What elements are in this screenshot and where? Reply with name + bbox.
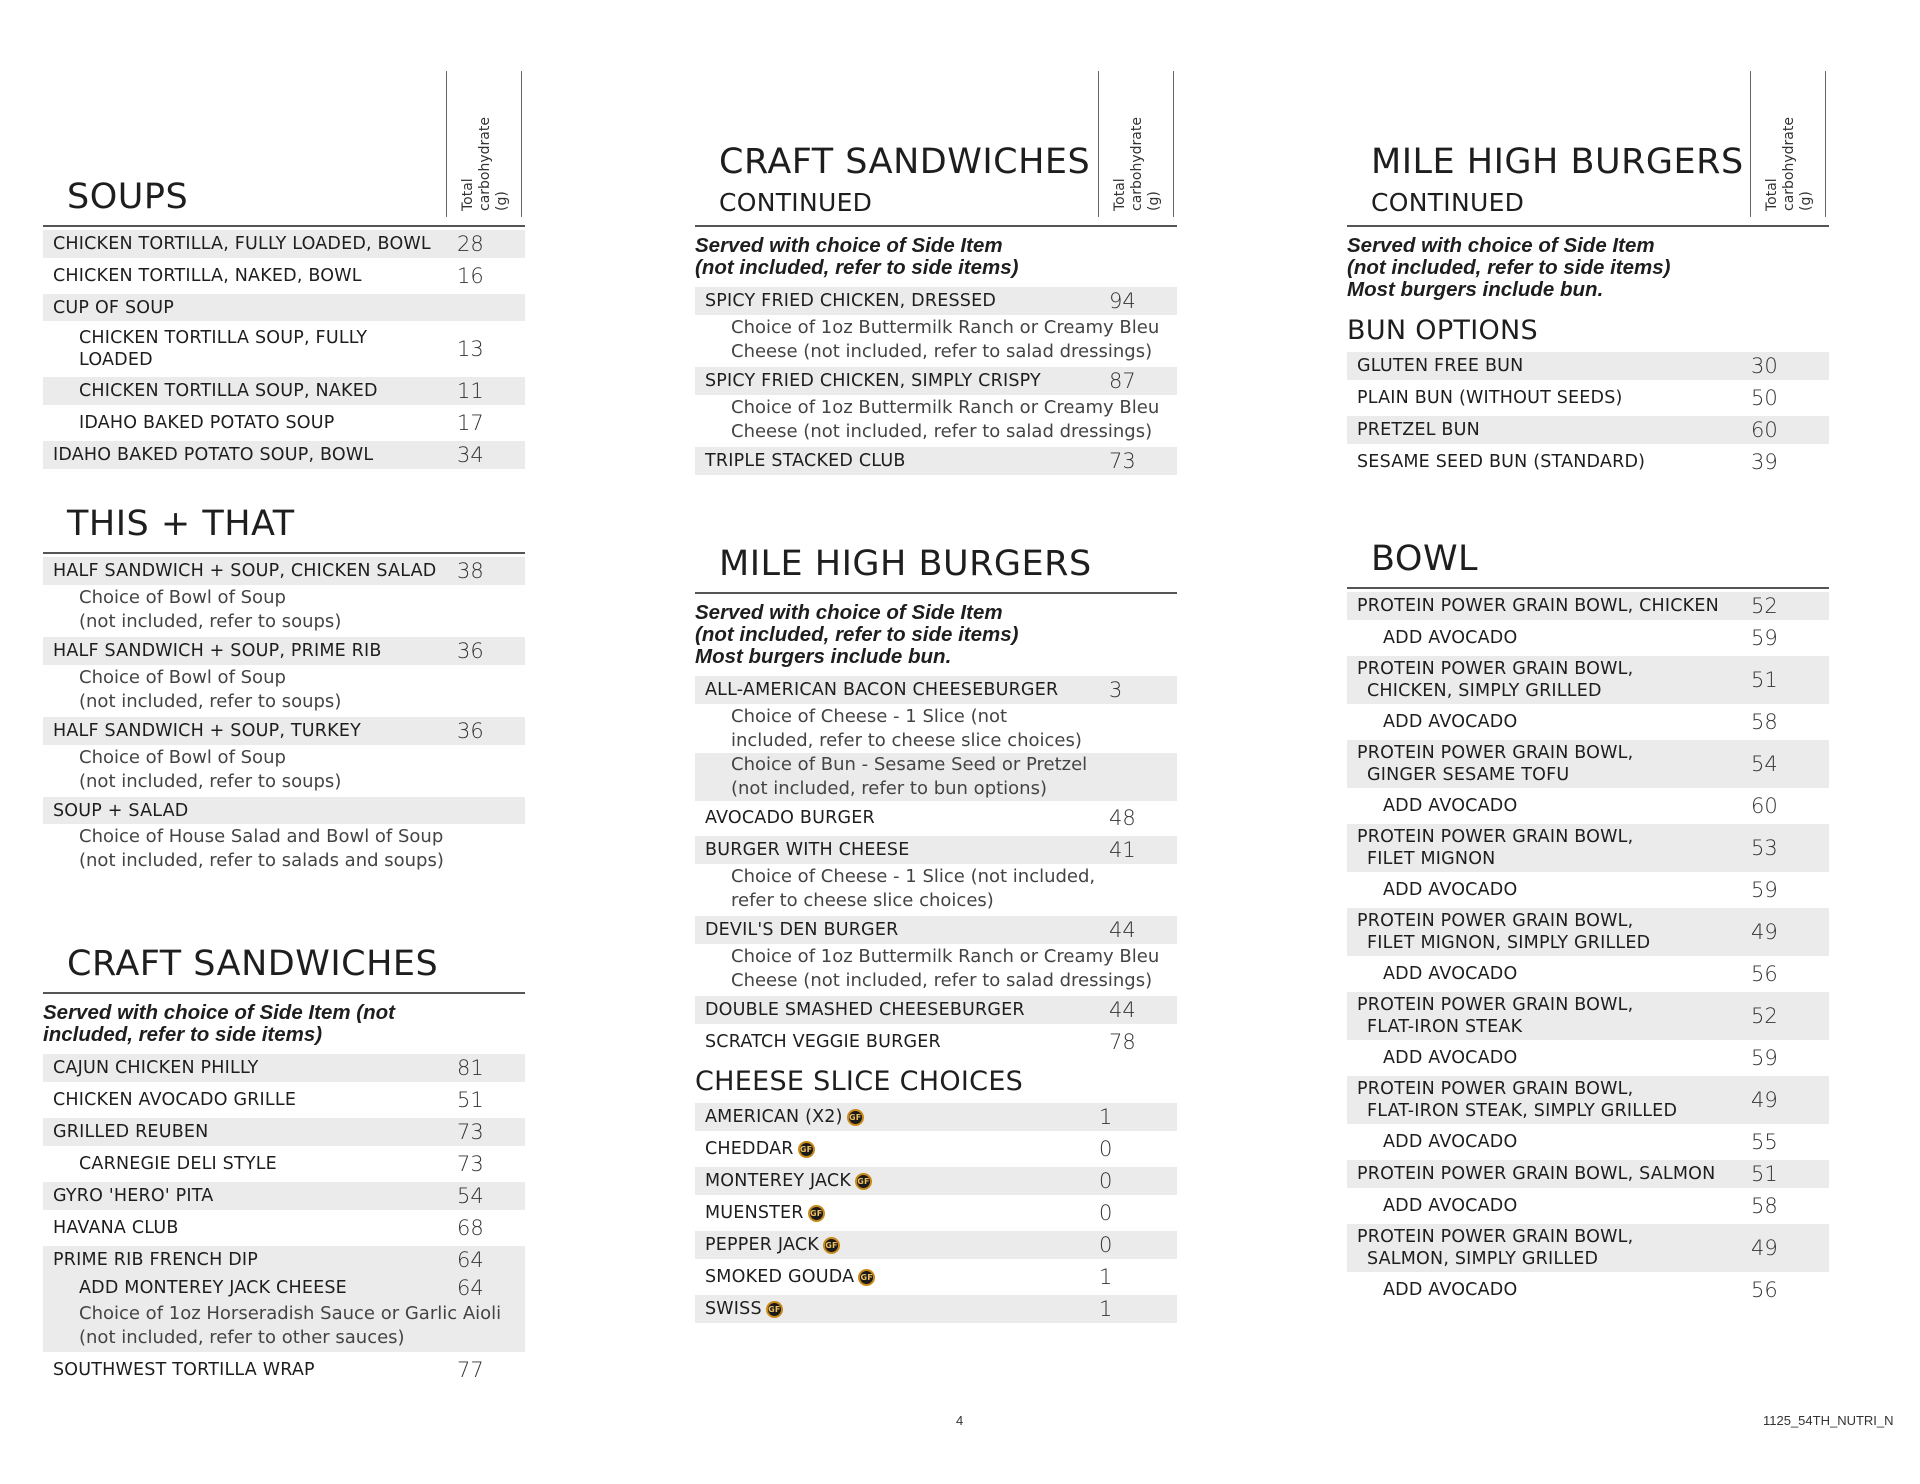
craft-note: Served with choice of Side Item (not included, refer to side items) [43, 1001, 395, 1046]
item-carbs: 51 [457, 1088, 484, 1112]
menu-row [43, 230, 525, 258]
menu-row [1347, 384, 1829, 412]
item-name-line2: CHICKEN, SIMPLY GRILLED [1367, 681, 1602, 701]
gluten-free-icon: GF [847, 1109, 864, 1126]
menu-row [43, 1086, 525, 1114]
item-name: ADD AVOCADO [1383, 1132, 1518, 1152]
menu-row [43, 294, 525, 321]
menu-row [43, 1356, 525, 1384]
soups-header [43, 70, 525, 227]
bowl-title: BOWL [1371, 539, 1479, 579]
item-name: PROTEIN POWER GRAIN BOWL, [1357, 743, 1634, 763]
item-name: MONTEREY JACK [705, 1171, 851, 1191]
menu-row [43, 797, 525, 824]
item-name: DOUBLE SMASHED CHEESEBURGER [705, 1000, 1025, 1020]
menu-row [1347, 708, 1829, 736]
item-name: PROTEIN POWER GRAIN BOWL, [1357, 995, 1634, 1015]
item-carbs: 81 [457, 1056, 484, 1080]
item-description: Choice of 1oz Buttermilk Ranch or Creamy Bleu Cheese (not included, refer to salad dressings) [731, 317, 1160, 362]
item-carbs: 41 [1109, 838, 1136, 862]
item-name: SCRATCH VEGGIE BURGER [705, 1032, 941, 1052]
item-carbs: 55 [1751, 1130, 1778, 1154]
bun-title: BUN OPTIONS [1347, 315, 1538, 346]
item-name: PROTEIN POWER GRAIN BOWL, [1357, 659, 1634, 679]
item-carbs: 17 [457, 411, 484, 435]
item-name: AVOCADO BURGER [705, 808, 875, 828]
item-name: CHICKEN TORTILLA SOUP, FULLY LOADED [79, 328, 368, 370]
item-name: PROTEIN POWER GRAIN BOWL, CHICKEN [1357, 596, 1719, 616]
craft-continued-header [695, 70, 1177, 227]
item-carbs: 73 [457, 1152, 484, 1176]
menu-row [43, 1150, 525, 1178]
column-left [43, 0, 525, 1400]
item-carbs: 16 [457, 264, 484, 288]
item-name: HALF SANDWICH + SOUP, CHICKEN SALAD [53, 561, 437, 581]
menu-row [695, 836, 1177, 864]
burgers-continued-title: MILE HIGH BURGERS CONTINUED [1371, 142, 1744, 217]
page-number: 4 [956, 1413, 964, 1428]
item-carbs: 59 [1751, 1046, 1778, 1070]
menu-row [1347, 352, 1829, 380]
item-carbs: 58 [1751, 710, 1778, 734]
item-name: PROTEIN POWER GRAIN BOWL, SALMON [1357, 1164, 1716, 1184]
item-name: GRILLED REUBEN [53, 1122, 209, 1142]
burgers-section [695, 530, 1177, 1327]
item-name: CHICKEN TORTILLA, FULLY LOADED, BOWL [53, 234, 431, 254]
craft-sandwiches-section [43, 930, 525, 1388]
gluten-free-icon: GF [766, 1301, 783, 1318]
menu-row [43, 377, 525, 405]
item-carbs: 0 [1099, 1233, 1113, 1257]
menu-row [43, 1182, 525, 1210]
item-name-line2: FLAT-IRON STEAK, SIMPLY GRILLED [1367, 1101, 1678, 1121]
item-name: PLAIN BUN (WITHOUT SEEDS) [1357, 388, 1623, 408]
item-name: AMERICAN (X2) [705, 1107, 843, 1127]
item-name: IDAHO BAKED POTATO SOUP [79, 413, 335, 433]
this-that-section [43, 490, 525, 876]
craft-header [43, 930, 525, 994]
item-carbs: 36 [457, 639, 484, 663]
menu-row [43, 1118, 525, 1146]
burgers-note: Served with choice of Side Item (not included, refer to side items) Most burgers include bun. [695, 601, 1019, 668]
item-carbs: 3 [1109, 678, 1123, 702]
menu-row [1347, 992, 1829, 1040]
item-carbs: 49 [1751, 1236, 1778, 1260]
item-name: MUENSTER [705, 1203, 804, 1223]
menu-row [1347, 1160, 1829, 1188]
carb-column-header [1750, 71, 1826, 217]
item-name: ADD MONTEREY JACK CHEESE [79, 1278, 347, 1298]
menu-row [1347, 740, 1829, 788]
item-name: ADD AVOCADO [1383, 1196, 1518, 1216]
gluten-free-icon: GF [855, 1173, 872, 1190]
this-that-header [43, 490, 525, 554]
item-carbs: 1 [1099, 1105, 1113, 1129]
menu-row [1347, 416, 1829, 444]
menu-row [43, 1214, 525, 1242]
burgers-title: MILE HIGH BURGERS [719, 544, 1092, 584]
item-carbs: 39 [1751, 450, 1778, 474]
menu-row [695, 1167, 1177, 1195]
carb-column-header [1098, 71, 1174, 217]
item-name: PEPPER JACK [705, 1235, 819, 1255]
item-carbs: 28 [457, 232, 484, 256]
craft-continued-note: Served with choice of Side Item (not included, refer to side items) [695, 234, 1019, 279]
item-carbs: 60 [1751, 794, 1778, 818]
item-name: PROTEIN POWER GRAIN BOWL, [1357, 827, 1634, 847]
carb-label-carbohydrate: carbohydrate [477, 117, 493, 211]
burgers-header [695, 530, 1177, 594]
item-description: Choice of Cheese - 1 Slice (not included, refer to cheese slice choices) [731, 706, 1082, 751]
item-carbs: 48 [1109, 806, 1136, 830]
bowl-header [1347, 525, 1829, 589]
item-name: PRETZEL BUN [1357, 420, 1480, 440]
shaded-group [43, 1274, 525, 1352]
menu-row [43, 1054, 525, 1082]
item-carbs: 51 [1751, 668, 1778, 692]
item-name: HALF SANDWICH + SOUP, PRIME RIB [53, 641, 382, 661]
menu-row [1347, 624, 1829, 652]
item-carbs: 64 [457, 1276, 484, 1300]
item-carbs: 38 [457, 559, 484, 583]
item-carbs: 53 [1751, 836, 1778, 860]
soups-section [43, 70, 525, 473]
craft-continued-title: CRAFT SANDWICHES CONTINUED [719, 142, 1091, 217]
item-carbs: 34 [457, 443, 484, 467]
menu-row [695, 447, 1177, 475]
item-carbs: 68 [457, 1216, 484, 1240]
menu-row [695, 1295, 1177, 1323]
gluten-free-icon: GF [808, 1205, 825, 1222]
menu-row [1347, 1276, 1829, 1304]
item-name: ADD AVOCADO [1383, 796, 1518, 816]
column-right [1347, 0, 1829, 1400]
item-carbs: 1 [1099, 1265, 1113, 1289]
item-carbs: 0 [1099, 1169, 1113, 1193]
item-carbs: 11 [457, 379, 484, 403]
menu-row [1347, 656, 1829, 704]
menu-row [43, 441, 525, 469]
menu-row [43, 409, 525, 437]
item-name: GLUTEN FREE BUN [1357, 356, 1524, 376]
item-name: CHEDDAR [705, 1139, 794, 1159]
item-carbs: 64 [457, 1248, 484, 1272]
item-carbs: 0 [1099, 1201, 1113, 1225]
continued-label: CONTINUED [1371, 188, 1525, 217]
item-carbs: 49 [1751, 1088, 1778, 1112]
item-name: ADD AVOCADO [1383, 1280, 1518, 1300]
carb-column-header [446, 71, 522, 217]
item-name: PRIME RIB FRENCH DIP [53, 1250, 258, 1270]
item-carbs: 56 [1751, 1278, 1778, 1302]
item-name: SPICY FRIED CHICKEN, DRESSED [705, 291, 997, 311]
menu-row [1347, 908, 1829, 956]
item-carbs: 30 [1751, 354, 1778, 378]
item-description: Choice of Bowl of Soup (not included, refer to soups) [79, 667, 342, 712]
menu-row [695, 1103, 1177, 1131]
menu-row [43, 637, 525, 665]
item-name: SOUTHWEST TORTILLA WRAP [53, 1360, 315, 1380]
item-name: SPICY FRIED CHICKEN, SIMPLY CRISPY [705, 371, 1041, 391]
item-name: CUP OF SOUP [53, 297, 174, 318]
item-carbs: 44 [1109, 998, 1136, 1022]
menu-row [1347, 792, 1829, 820]
item-name: PROTEIN POWER GRAIN BOWL, [1357, 1079, 1634, 1099]
item-name: ALL-AMERICAN BACON CHEESEBURGER [705, 680, 1059, 700]
item-description: Choice of Cheese - 1 Slice (not included, refer to cheese slice choices) [731, 866, 1096, 911]
item-name: PROTEIN POWER GRAIN BOWL, [1357, 1227, 1634, 1247]
item-carbs: 49 [1751, 920, 1778, 944]
carb-label-unit: (g) [1146, 191, 1162, 211]
item-name: ADD AVOCADO [1383, 964, 1518, 984]
item-carbs: 51 [1751, 1162, 1778, 1186]
menu-row [695, 1199, 1177, 1227]
item-carbs: 78 [1109, 1030, 1136, 1054]
document-code: 1125_54TH_NUTRI_N [1763, 1413, 1894, 1428]
item-carbs: 36 [457, 719, 484, 743]
item-description: Choice of 1oz Buttermilk Ranch or Creamy Bleu Cheese (not included, refer to salad dressings) [731, 397, 1160, 442]
item-name: CARNEGIE DELI STYLE [79, 1154, 277, 1174]
item-carbs: 59 [1751, 626, 1778, 650]
item-name-line2: FLAT-IRON STEAK [1367, 1017, 1523, 1037]
item-carbs: 77 [457, 1358, 484, 1382]
item-carbs: 56 [1751, 962, 1778, 986]
burgers-continued-section [1347, 70, 1829, 480]
menu-row [1347, 824, 1829, 872]
menu-row [695, 996, 1177, 1024]
item-carbs: 73 [457, 1120, 484, 1144]
carb-label-total: Total [1112, 178, 1128, 211]
menu-row [1347, 1128, 1829, 1156]
soups-title: SOUPS [67, 177, 189, 217]
item-name: HAVANA CLUB [53, 1218, 179, 1238]
gluten-free-icon: GF [823, 1237, 840, 1254]
gluten-free-icon: GF [858, 1269, 875, 1286]
menu-row [695, 1263, 1177, 1291]
item-name: PROTEIN POWER GRAIN BOWL, [1357, 911, 1634, 931]
item-name: IDAHO BAKED POTATO SOUP, BOWL [53, 445, 374, 465]
item-name: ADD AVOCADO [1383, 880, 1518, 900]
item-name: CHICKEN TORTILLA SOUP, NAKED [79, 381, 378, 401]
menu-row [695, 1135, 1177, 1163]
menu-row [695, 804, 1177, 832]
item-carbs: 44 [1109, 918, 1136, 942]
item-name: SWISS [705, 1299, 762, 1319]
item-name-line2: FILET MIGNON, SIMPLY GRILLED [1367, 933, 1651, 953]
item-name: CAJUN CHICKEN PHILLY [53, 1058, 259, 1078]
item-carbs: 13 [457, 337, 484, 361]
item-name: CHICKEN TORTILLA, NAKED, BOWL [53, 266, 362, 286]
item-name: SOUP + SALAD [53, 800, 189, 821]
carb-label-unit: (g) [1798, 191, 1814, 211]
this-that-title: THIS + THAT [67, 504, 295, 544]
bowl-section [1347, 525, 1829, 1308]
item-name: DEVIL'S DEN BURGER [705, 920, 899, 940]
menu-row [43, 717, 525, 745]
item-carbs: 1 [1099, 1297, 1113, 1321]
burgers-continued-header [1347, 70, 1829, 227]
item-carbs: 52 [1751, 1004, 1778, 1028]
item-name: ADD AVOCADO [1383, 1048, 1518, 1068]
item-description: Choice of Bowl of Soup (not included, refer to soups) [79, 747, 342, 792]
item-name: ADD AVOCADO [1383, 712, 1518, 732]
cheese-title: CHEESE SLICE CHOICES [695, 1066, 1024, 1097]
item-description: Choice of Bowl of Soup (not included, refer to soups) [79, 587, 342, 632]
menu-row [695, 367, 1177, 395]
item-name: SESAME SEED BUN (STANDARD) [1357, 452, 1646, 472]
carb-label-carbohydrate: carbohydrate [1129, 117, 1145, 211]
item-name: HALF SANDWICH + SOUP, TURKEY [53, 721, 361, 741]
item-carbs: 58 [1751, 1194, 1778, 1218]
item-name: CHICKEN AVOCADO GRILLE [53, 1090, 297, 1110]
menu-row [1347, 448, 1829, 476]
item-carbs: 87 [1109, 369, 1136, 393]
carb-label-unit: (g) [494, 191, 510, 211]
menu-row [695, 287, 1177, 315]
item-description: Choice of 1oz Buttermilk Ranch or Creamy Bleu Cheese (not included, refer to salad dressings) [731, 946, 1160, 991]
menu-row [1347, 592, 1829, 620]
item-name-line2: SALMON, SIMPLY GRILLED [1367, 1249, 1599, 1269]
burgers-continued-note: Served with choice of Side Item (not included, refer to side items) Most burgers include bun. [1347, 234, 1671, 301]
item-carbs: 60 [1751, 418, 1778, 442]
item-carbs: 54 [457, 1184, 484, 1208]
craft-continued-section [695, 70, 1177, 479]
column-middle [695, 0, 1177, 1400]
item-name: TRIPLE STACKED CLUB [705, 451, 906, 471]
menu-row [695, 1231, 1177, 1259]
item-carbs: 94 [1109, 289, 1136, 313]
item-carbs: 54 [1751, 752, 1778, 776]
menu-row [695, 676, 1177, 704]
item-name: ADD AVOCADO [1383, 628, 1518, 648]
menu-row [1347, 1192, 1829, 1220]
bowl-rows [1347, 592, 1829, 1304]
menu-row [43, 557, 525, 585]
item-name-line2: GINGER SESAME TOFU [1367, 765, 1570, 785]
menu-row [43, 1246, 525, 1274]
menu-row [43, 262, 525, 290]
menu-row [1347, 1044, 1829, 1072]
item-name: BURGER WITH CHEESE [705, 840, 910, 860]
menu-row [695, 1028, 1177, 1056]
item-name-line2: FILET MIGNON [1367, 849, 1496, 869]
menu-row [1347, 1224, 1829, 1272]
item-carbs: 50 [1751, 386, 1778, 410]
menu-row [695, 916, 1177, 944]
item-description: Choice of House Salad and Bowl of Soup (not included, refer to salads and soups) [79, 826, 444, 871]
item-name: GYRO 'HERO' PITA [53, 1186, 214, 1206]
item-carbs: 52 [1751, 594, 1778, 618]
menu-row [1347, 960, 1829, 988]
menu-row [43, 325, 525, 373]
continued-label: CONTINUED [719, 188, 873, 217]
item-description: Choice of 1oz Horseradish Sauce or Garlic Aioli (not included, refer to other sauces) [79, 1303, 502, 1348]
item-carbs: 0 [1099, 1137, 1113, 1161]
menu-row [43, 1274, 525, 1302]
menu-row [1347, 876, 1829, 904]
carb-label-total: Total [460, 178, 476, 211]
gluten-free-icon: GF [798, 1141, 815, 1158]
item-carbs: 59 [1751, 878, 1778, 902]
craft-title: CRAFT SANDWICHES [67, 944, 439, 984]
carb-label-total: Total [1764, 178, 1780, 211]
menu-row [1347, 1076, 1829, 1124]
item-description: Choice of Bun - Sesame Seed or Pretzel (not included, refer to bun options) [695, 753, 1177, 801]
item-carbs: 73 [1109, 449, 1136, 473]
carb-label-carbohydrate: carbohydrate [1781, 117, 1797, 211]
item-name: SMOKED GOUDA [705, 1267, 855, 1287]
